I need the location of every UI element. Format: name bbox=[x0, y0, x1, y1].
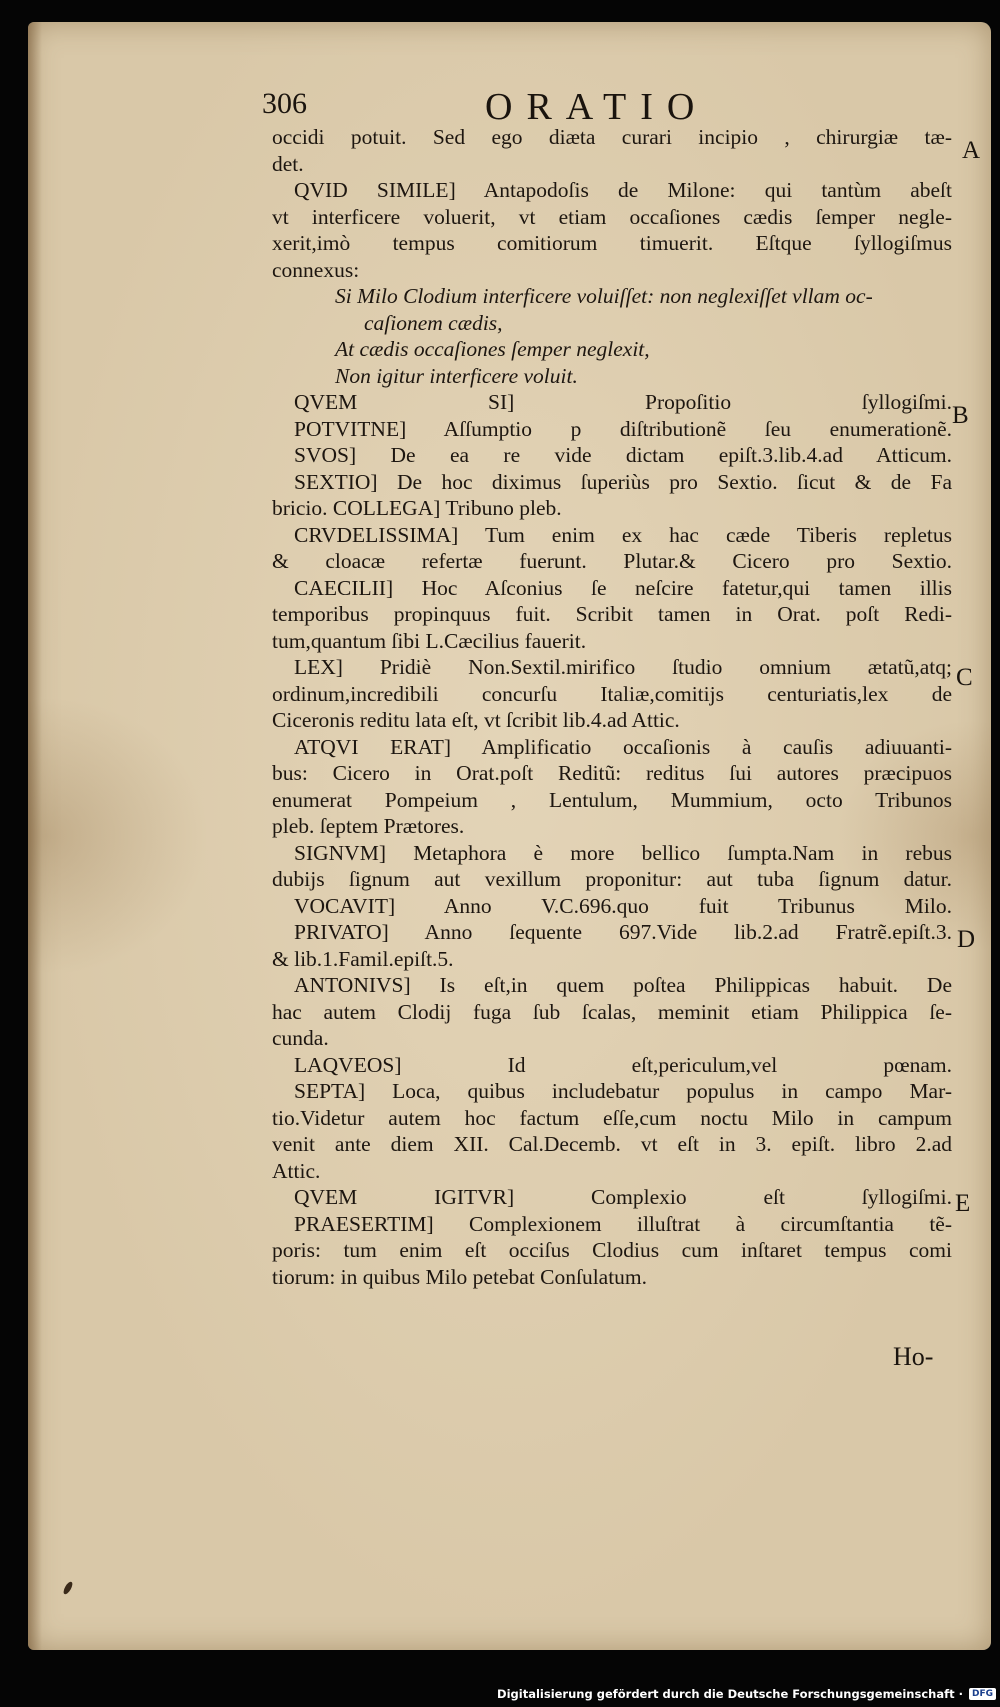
text-line: PRAESERTIM] Complexionem illuſtrat à circumſtantia tẽ- bbox=[294, 1211, 952, 1236]
verse-line: Si Milo Clodium interficere voluiſſet: non neglexiſſet vllam oc- bbox=[335, 284, 873, 308]
text-line: hac autem Clodij fuga ſub ſcalas, meminit etiam Philippica ſe- bbox=[272, 999, 952, 1024]
text-line: LAQVEOS] Id eſt,periculum,vel pœnam. bbox=[294, 1052, 952, 1077]
text-line: ANTONIVS] Is eſt,in quem poſtea Philippicas habuit. De bbox=[294, 973, 952, 997]
verse-line: Non igitur interficere voluit. bbox=[335, 363, 578, 388]
text-line: venit ante diem XII. Cal.Decemb. vt eſt in 3. epiſt. libro 2.ad bbox=[272, 1132, 952, 1156]
text-line: Attic. bbox=[272, 1158, 321, 1183]
text-line: SEXTIO] De hoc diximus ſuperiùs pro Sextio. ſicut & de Fa bbox=[294, 469, 952, 494]
text-line: xerit,imò tempus comitiorum timuerit. Eſtque ſyllogiſmus bbox=[272, 231, 952, 255]
text-line: poris: tum enim eſt occiſus Clodius cum inſtaret tempus comi bbox=[272, 1238, 952, 1262]
text-line: VOCAVIT] Anno V.C.696.quo fuit Tribunus Milo. bbox=[294, 893, 952, 918]
text-line: SEPTA] Loca, quibus includebatur populus in campo Mar- bbox=[294, 1079, 952, 1103]
text-line: PRIVATO] Anno ſequente 697.Vide lib.2.ad Fratrẽ.epiſt.3. bbox=[294, 920, 952, 944]
text-line: vt interficere voluerit, vt etiam occaſiones cædis ſemper negle- bbox=[272, 204, 952, 229]
verse-line: At cædis occaſiones ſemper neglexit, bbox=[335, 337, 650, 361]
text-line: QVEM SI] Propoſitio ſyllogiſmi. bbox=[294, 390, 952, 414]
dfg-logo-icon: DFG bbox=[969, 1688, 996, 1700]
margin-letter-d: D bbox=[957, 926, 976, 953]
text-line: ATQVI ERAT] Amplificatio occaſionis à cauſis adiuuanti- bbox=[294, 734, 952, 759]
text-line: bus: Cicero in Orat.poſt Reditũ: reditus ſui autores præcipuos bbox=[272, 761, 952, 785]
page-number: 306 bbox=[262, 87, 307, 120]
text-line: LEX] Pridiè Non.Sextil.mirifico ſtudio omnium ætatũ,atq; bbox=[294, 655, 952, 679]
margin-letter-a: A bbox=[962, 137, 981, 164]
text-line: QVEM IGITVR] Complexio eſt ſyllogiſmi. bbox=[294, 1185, 952, 1209]
text-line: CAECILII] Hoc Aſconius ſe neſcire fatetur,qui tamen illis bbox=[294, 575, 952, 600]
text-line: QVID SIMILE] Antapodoſis de Milone: qui tantùm abeſt bbox=[294, 178, 952, 202]
text-line: connexus: bbox=[272, 257, 360, 282]
text-line: bricio. COLLEGA] Tribuno pleb. bbox=[272, 496, 562, 520]
text-line: enumerat Pompeium , Lentulum, Mummium, octo Tribunos bbox=[272, 787, 952, 812]
catchword: Ho- bbox=[893, 1342, 934, 1371]
text-line: tiorum: in quibus Milo petebat Conſulatum. bbox=[272, 1264, 648, 1289]
margin-letter-e: E bbox=[955, 1190, 971, 1217]
text-line: dubijs ſignum aut vexillum proponitur: aut tuba ſignum datur. bbox=[272, 867, 952, 891]
verse-line: caſionem cædis, bbox=[364, 310, 503, 335]
digitization-footer bbox=[497, 1684, 996, 1704]
page-shadow bbox=[28, 22, 42, 1650]
text-line: tum,quantum ſibi L.Cæcilius fauerit. bbox=[272, 628, 587, 653]
text-line: & cloacæ refertæ fuerunt. Plutar.& Cicero pro Sextio. bbox=[272, 549, 952, 573]
text-line: POTVITNE] Aſſumptio p diſtributionẽ ſeu enumerationẽ. bbox=[294, 416, 952, 441]
running-title: ORATIO bbox=[485, 86, 709, 128]
text-line: ordinum,incredibili concurſu Italiæ,comitijs centuriatis,lex de bbox=[272, 681, 952, 706]
text-line: tio.Videtur autem hoc factum eſſe,cum noctu Milo in campum bbox=[272, 1105, 952, 1130]
text-line: det. bbox=[272, 151, 304, 176]
footer-text: Digitalisierung gefördert durch die Deutsche Forschungsgemeinschaft · bbox=[497, 1687, 963, 1701]
text-line: SIGNVM] Metaphora è more bellico ſumpta.Nam in rebus bbox=[294, 840, 952, 865]
text-line: pleb. ſeptem Prætores. bbox=[272, 814, 465, 838]
margin-letter-c: C bbox=[956, 664, 973, 691]
text-line: CRVDELISSIMA] Tum enim ex hac cæde Tiberis repletus bbox=[294, 522, 952, 547]
text-line: cunda. bbox=[272, 1026, 329, 1050]
text-line: occidi potuit. Sed ego diæta curari incipio , chirurgiæ tæ- bbox=[272, 125, 952, 149]
text-line: Ciceronis reditu lata eſt, vt ſcribit lib.4.ad Attic. bbox=[272, 708, 680, 732]
margin-letter-b: B bbox=[952, 402, 969, 429]
text-line: SVOS] De ea re vide dictam epiſt.3.lib.4.ad Atticum. bbox=[294, 443, 952, 467]
commentary-text bbox=[272, 124, 952, 1290]
text-line: temporibus propinquus fuit. Scribit tamen in Orat. poſt Redi- bbox=[272, 602, 952, 626]
text-line: & lib.1.Famil.epiſt.5. bbox=[272, 946, 454, 971]
